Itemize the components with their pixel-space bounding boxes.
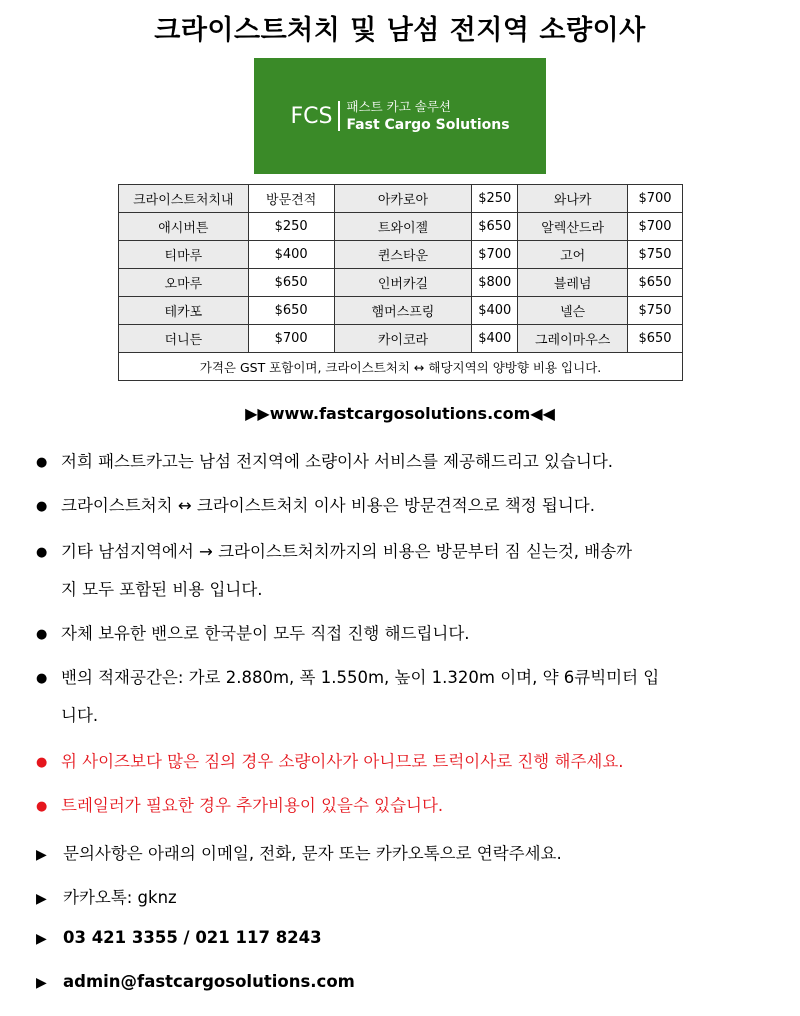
page-title: 크라이스트처치 및 남섬 전지역 소량이사 [154,15,646,46]
bullet-dot-icon: ● [36,755,48,770]
bullet-dot-icon: ● [36,545,48,560]
arrow-bullet-icon: ▶ [36,891,47,907]
price-value: $750 [628,241,683,269]
phone-numbers: 03 421 3355 / 021 117 8243 [63,928,322,947]
price-place: 블레넘 [518,269,628,297]
price-place: 오마루 [119,269,249,297]
arrow-bullet-icon: ▶ [36,975,47,991]
price-value: $700 [628,213,683,241]
price-value: $400 [248,241,334,269]
bullet-dot-icon: ● [36,455,48,470]
price-value: $700 [628,185,683,213]
price-row [119,213,683,241]
price-value: $750 [628,297,683,325]
bullet-continuation: 니다. [61,706,99,725]
price-row [119,269,683,297]
price-place: 그레이마우스 [518,325,628,353]
price-value: $400 [472,325,518,353]
bullet-item [36,620,470,644]
price-value: $700 [248,325,334,353]
bullet-text: 기타 남섬지역에서 → 크라이스트처치까지의 비용은 방문부터 짐 싣는것, 배송까 [61,542,633,561]
bullet-dot-icon: ● [36,671,48,686]
contact-instructions: 문의사항은 아래의 이메일, 전화, 문자 또는 카카오톡으로 연락주세요. [63,844,562,863]
bullet-item [36,664,659,688]
price-place: 와나카 [518,185,628,213]
bullet-item [36,792,443,816]
price-table [118,184,683,381]
price-value: $250 [472,185,518,213]
price-note-row [119,353,683,381]
price-place: 아카로아 [334,185,472,213]
bullet-text: 크라이스트처치 ↔ 크라이스트처치 이사 비용은 방문견적으로 책정 됩니다. [61,496,595,515]
contact-item [36,840,562,864]
price-value: $400 [472,297,518,325]
email-address[interactable]: admin@fastcargosolutions.com [63,972,355,991]
price-place: 더니든 [119,325,249,353]
price-value: $250 [248,213,334,241]
price-place: 퀸스타운 [334,241,472,269]
logo-text [346,98,509,134]
price-value: $650 [628,325,683,353]
price-place: 트와이젤 [334,213,472,241]
contact-item [36,928,322,947]
contact-item [36,972,355,991]
bullet-item [36,448,613,472]
price-value: $650 [248,297,334,325]
price-place: 인버카길 [334,269,472,297]
bullet-dot-icon: ● [36,499,48,514]
kakaotalk-id: 카카오톡: gknz [63,888,177,907]
bullet-text: 트레일러가 필요한 경우 추가비용이 있을수 있습니다. [61,796,444,815]
bullet-text: 자체 보유한 밴으로 한국분이 모두 직접 진행 해드립니다. [61,624,470,643]
price-value: $650 [628,269,683,297]
price-row [119,185,683,213]
price-note: 가격은 GST 포함이며, 크라이스트처치 ↔ 해당지역의 양방향 비용 입니다. [119,353,683,381]
price-value: $800 [472,269,518,297]
logo-english-name: Fast Cargo Solutions [346,117,510,133]
logo-divider [338,101,340,131]
price-place: 고어 [518,241,628,269]
price-value: $700 [472,241,518,269]
price-table-body [119,185,683,353]
arrow-bullet-icon: ▶ [36,847,47,863]
logo-korean-name: 패스트 카고 솔루션 [346,99,451,114]
fcs-logo [254,58,546,174]
price-place: 카이코라 [334,325,472,353]
price-value: $650 [248,269,334,297]
bullet-dot-icon: ● [36,627,48,642]
price-place: 티마루 [119,241,249,269]
bullet-text: 저희 패스트카고는 남섬 전지역에 소량이사 서비스를 제공해드리고 있습니다. [61,452,614,471]
bullet-dot-icon: ● [36,799,48,814]
logo-mark: FCS [290,103,333,129]
price-value: $650 [472,213,518,241]
bullet-text: 밴의 적재공간은: 가로 2.880m, 폭 1.550m, 높이 1.320m 이며, 약 6큐빅미터 입 [61,668,660,687]
price-row [119,297,683,325]
bullet-text: 위 사이즈보다 많은 짐의 경우 소량이사가 아니므로 트럭이사로 진행 해주세요. [61,752,624,771]
price-value: 방문견적 [248,185,334,213]
price-row [119,241,683,269]
price-place: 넬슨 [518,297,628,325]
price-place: 테카포 [119,297,249,325]
price-place: 햄머스프링 [334,297,472,325]
bullet-item [36,492,595,516]
contact-item [36,884,177,908]
bullet-item [36,748,624,772]
price-place: 크라이스트처치내 [119,185,249,213]
website-link[interactable]: ▶▶www.fastcargosolutions.com◀◀ [245,404,555,423]
bullet-continuation: 지 모두 포함된 비용 입니다. [61,580,263,599]
price-place: 애시버튼 [119,213,249,241]
bullet-item [36,538,632,562]
price-row [119,325,683,353]
price-place: 알렉산드라 [518,213,628,241]
arrow-bullet-icon: ▶ [36,931,47,947]
